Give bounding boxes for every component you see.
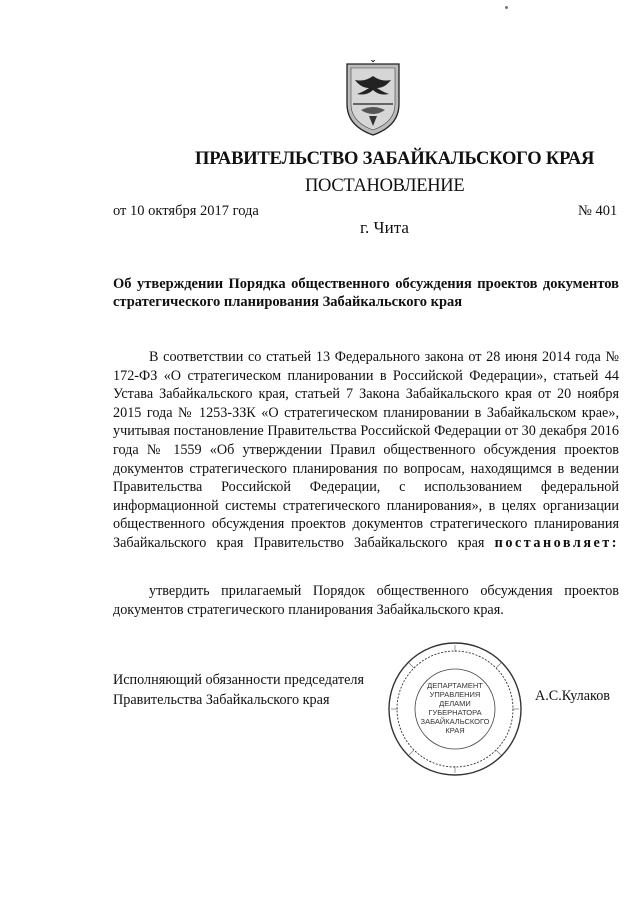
stamp-line: ДЕПАРТАМЕНТ [427, 681, 483, 690]
decision-text: утвердить прилагаемый Порядок общественного обсуждения проектов документов стратегического планирования Забайкальского края. [113, 583, 619, 618]
document-date: от 10 октября 2017 года [113, 203, 259, 219]
stamp-line: КРАЯ [445, 726, 465, 735]
stamp-line: ДЕЛАМИ [439, 699, 471, 708]
document-type: ПОСТАНОВЛЕНИЕ [305, 176, 465, 196]
signer-name: А.С.Кулаков [535, 688, 611, 704]
coat-of-arms-icon [343, 60, 403, 138]
signer-position-line1: Исполняющий обязанности председателя [113, 672, 364, 688]
body-paragraph [113, 348, 619, 553]
stamp-line: ЗАБАЙКАЛЬСКОГО [420, 717, 490, 726]
stamp-line: ГУБЕРНАТОРА [428, 708, 482, 717]
stamp-line: УПРАВЛЕНИЯ [429, 690, 481, 699]
body-text: В соответствии со статьей 13 Федерального закона от 28 июня 2014 года № 172-ФЗ «О стратегическом планировании в Российской Федерации», статьей 44 Устава Забайкальского края, статьей 7 Закона Забайкальского края от 20 ноября 2015 года № 1253-ЗЗК «О стратегическом планировании в Забайкальском крае», учитывая постановление Правительства Российской Федерации от 30 декабря 2016 года № 1559 «Об утверждении Правил общественного обсуждения проектов документов стратегического планирования по вопросам, находящимся в ведении Правительства Российской Федерации, с использованием федеральной информационной системы стратегического планирования», в целях организации общественного обсуждения проектов документов стратегического планирования Забайкальского края Правительство Забайкальского края [113, 349, 619, 551]
official-stamp [386, 640, 524, 778]
organization-title: ПРАВИТЕЛЬСТВО ЗАБАЙКАЛЬСКОГО КРАЯ [195, 149, 595, 169]
document-city: г. Чита [360, 218, 409, 237]
scan-mark [505, 6, 508, 9]
decree-word: постановляет: [494, 534, 619, 551]
decision-paragraph [113, 582, 619, 619]
document-subject: Об утверждении Порядка общественного обсуждения проектов документов стратегического планирования Забайкальского края [113, 276, 619, 310]
document-number: № 401 [578, 203, 618, 219]
signer-position-line2: Правительства Забайкальского края [113, 692, 330, 708]
signer-position [113, 670, 364, 710]
